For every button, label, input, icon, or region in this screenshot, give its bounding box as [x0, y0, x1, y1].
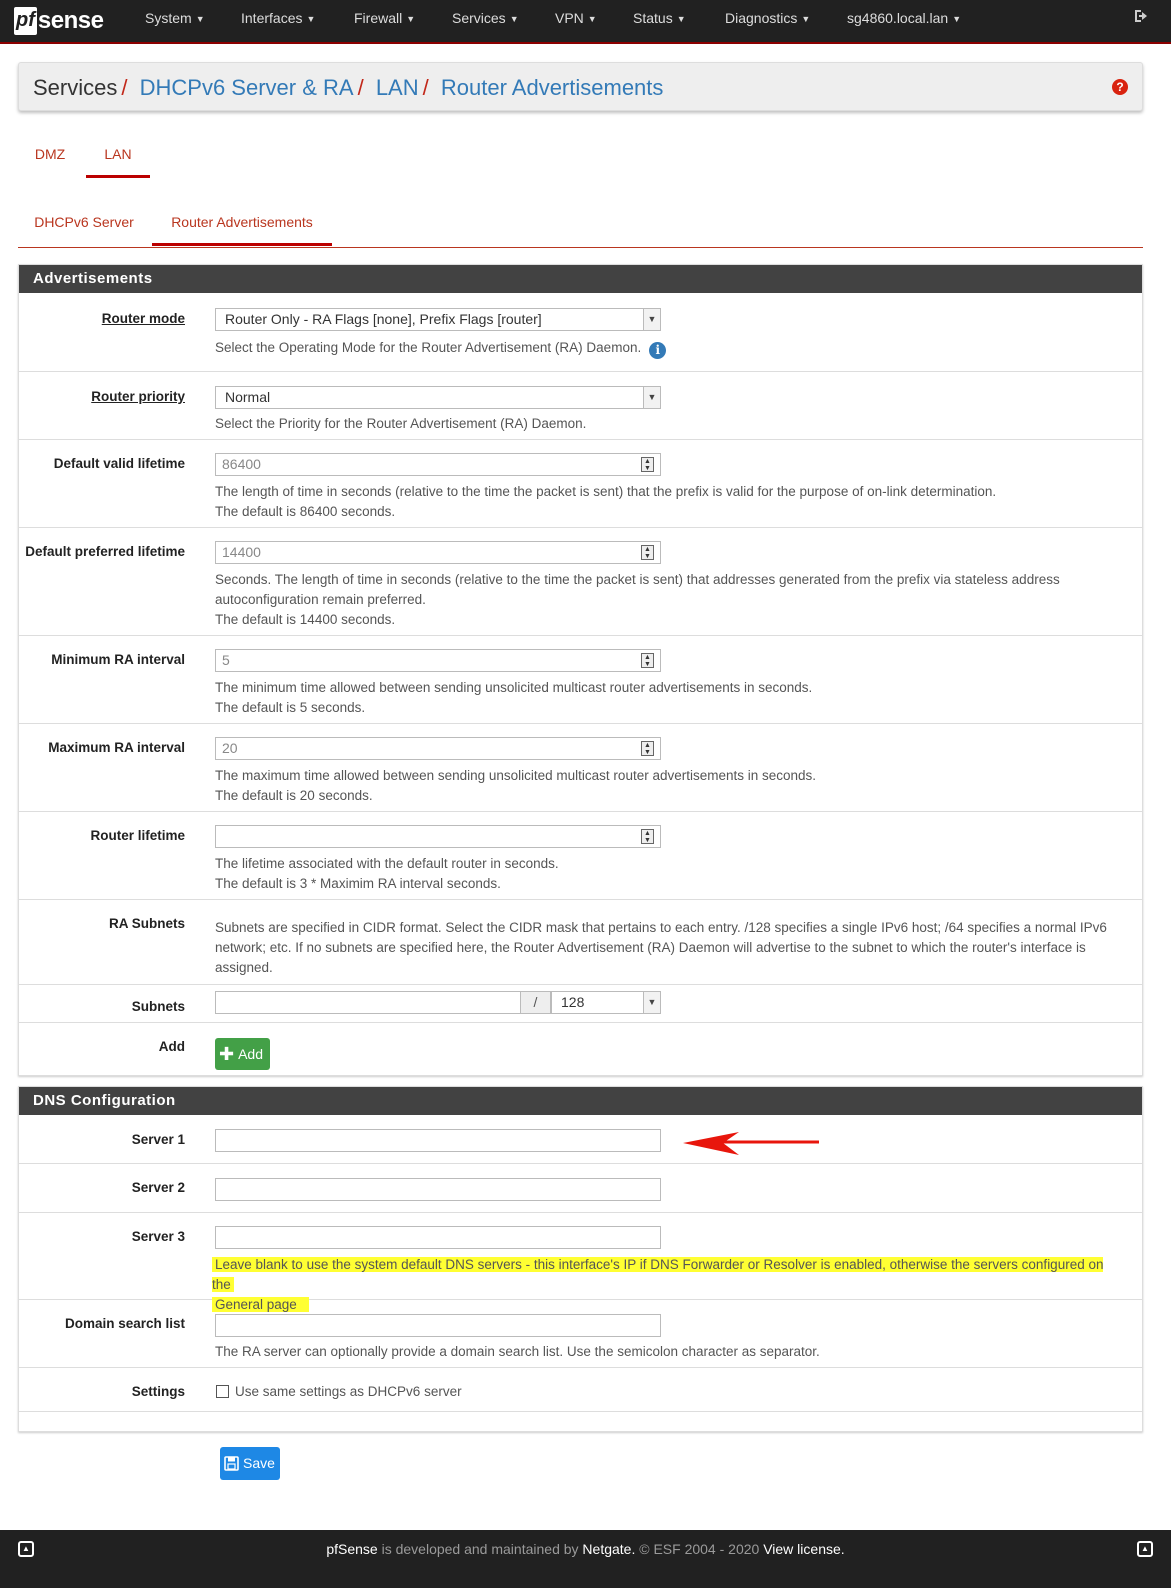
settings-label: Settings — [131, 1384, 185, 1399]
nav-label: Diagnostics — [725, 10, 798, 26]
breadcrumb-separator: / — [121, 75, 128, 100]
nav-label: VPN — [555, 10, 584, 26]
valid-lifetime-input[interactable] — [215, 453, 661, 476]
same-settings-checkbox[interactable] — [216, 1385, 229, 1398]
top-navbar — [0, 0, 1171, 44]
server1-row — [19, 1115, 1142, 1164]
help-line: The length of time in seconds (relative to the time the packet is sent) that the prefix is valid for the purpose of on-link determination. — [215, 484, 997, 499]
subnet-address-input[interactable] — [215, 991, 521, 1014]
tab-dmz[interactable]: DMZ — [34, 146, 66, 162]
add-button-label: Add — [238, 1046, 264, 1062]
server-help-line1: Leave blank to use the system default DNS servers - this interface's IP if DNS Forwarder or Resolver is enabled, otherwise the servers configured on the — [212, 1257, 1104, 1292]
server1-label: Server 1 — [131, 1132, 185, 1147]
panel-heading-advertisements: Advertisements — [19, 265, 1142, 293]
dns-configuration-panel — [18, 1086, 1143, 1432]
min-ra-help — [215, 678, 1128, 718]
advertisements-panel — [18, 264, 1143, 1076]
caret-down-icon: ▼ — [509, 14, 519, 24]
nav-label: Status — [633, 10, 673, 26]
preferred-lifetime-input[interactable] — [215, 541, 661, 564]
router-lifetime-row — [19, 812, 1142, 900]
server1-input[interactable] — [215, 1129, 661, 1152]
chevron-down-icon: ▼ — [643, 309, 660, 330]
subnet-slash: / — [520, 991, 551, 1014]
footer-text: is developed and maintained by — [377, 1541, 583, 1557]
tab-lan[interactable]: LAN — [86, 138, 150, 178]
valid-lifetime-label: Default valid lifetime — [53, 456, 185, 471]
preferred-lifetime-placeholder: 14400 — [222, 544, 261, 560]
scroll-top-icon-right[interactable]: ▲ — [1137, 1541, 1153, 1557]
max-ra-help — [215, 766, 1128, 806]
pfsense-logo[interactable] — [14, 6, 103, 36]
breadcrumb-separator: / — [357, 75, 364, 100]
nav-label: Firewall — [354, 10, 403, 26]
router-priority-help: Select the Priority for the Router Advertisement (RA) Daemon. — [215, 416, 587, 431]
add-button[interactable] — [215, 1038, 270, 1070]
max-ra-placeholder: 20 — [222, 740, 238, 756]
valid-lifetime-help — [215, 482, 1128, 522]
caret-down-icon: ▼ — [306, 14, 316, 24]
max-ra-row — [19, 724, 1142, 812]
tab-dhcpv6-server[interactable]: DHCPv6 Server — [34, 214, 134, 230]
router-mode-label[interactable]: Router mode — [101, 311, 185, 326]
interface-tabs — [18, 138, 618, 180]
spinner-icon[interactable]: ▲ ▼ — [641, 653, 654, 668]
max-ra-input[interactable] — [215, 737, 661, 760]
preferred-lifetime-label: Default preferred lifetime — [25, 544, 185, 559]
caret-down-icon: ▼ — [406, 14, 416, 24]
server2-input[interactable] — [215, 1178, 661, 1201]
footer — [0, 1530, 1171, 1588]
ra-subnets-row — [19, 900, 1142, 985]
tab-router-advertisements[interactable]: Router Advertisements — [152, 206, 332, 246]
nav-label: Services — [452, 10, 506, 26]
add-label: Add — [158, 1039, 185, 1054]
plus-icon: ✚ — [219, 1044, 235, 1064]
spinner-icon[interactable]: ▲ ▼ — [641, 457, 654, 472]
router-mode-value: Router Only - RA Flags [none], Prefix Flags [router] — [225, 311, 542, 327]
section-tabs — [18, 206, 1143, 248]
nav-vpn[interactable] — [555, 0, 597, 42]
min-ra-input[interactable] — [215, 649, 661, 672]
red-arrow-annotation — [683, 1129, 823, 1157]
ra-subnets-label: RA Subnets — [108, 916, 185, 931]
router-lifetime-help — [215, 854, 1128, 894]
logout-icon[interactable] — [1133, 8, 1149, 29]
domain-search-row — [19, 1300, 1142, 1368]
breadcrumb — [18, 62, 1143, 111]
spinner-icon[interactable]: ▲ ▼ — [641, 741, 654, 756]
router-mode-help-text: Select the Operating Mode for the Router Advertisement (RA) Daemon. — [215, 340, 642, 355]
nav-hostname[interactable] — [847, 0, 961, 42]
panel-heading-dns: DNS Configuration — [19, 1087, 1142, 1115]
help-icon[interactable]: ? — [1112, 79, 1128, 95]
help-line: The minimum time allowed between sending unsolicited multicast router advertisements in seconds. — [215, 680, 813, 695]
subnet-mask-value: 128 — [561, 994, 585, 1010]
help-line: Seconds. The length of time in seconds (relative to the time the packet is sent) that addresses generated from the prefix via stateless address autoconfiguration remain preferred. — [215, 572, 1060, 607]
router-mode-select[interactable] — [215, 308, 661, 331]
router-mode-row — [19, 293, 1142, 372]
router-priority-value: Normal — [225, 389, 271, 405]
preferred-lifetime-row — [19, 528, 1142, 636]
subnets-row — [19, 985, 1142, 1023]
min-ra-label: Minimum RA interval — [51, 652, 185, 667]
nav-services[interactable] — [452, 0, 519, 42]
server3-input[interactable] — [215, 1226, 661, 1249]
footer-company[interactable]: Netgate. — [582, 1541, 636, 1557]
info-icon[interactable]: i — [649, 342, 666, 359]
max-ra-label: Maximum RA interval — [48, 740, 185, 755]
router-priority-label[interactable]: Router priority — [91, 389, 185, 404]
help-line: The default is 86400 seconds. — [215, 504, 396, 519]
nav-label: sg4860.local.lan — [847, 10, 949, 26]
spinner-icon[interactable]: ▲ ▼ — [641, 829, 654, 844]
spinner-icon[interactable]: ▲ ▼ — [641, 545, 654, 560]
help-line: The maximum time allowed between sending unsolicited multicast router advertisements in seconds. — [215, 768, 817, 783]
settings-row — [19, 1368, 1142, 1412]
server3-row — [19, 1213, 1142, 1312]
breadcrumb-link-dhcpv6[interactable]: DHCPv6 Server & RA — [139, 75, 354, 100]
footer-license-link[interactable]: View license. — [763, 1541, 845, 1557]
scroll-top-icon[interactable]: ▲ — [18, 1541, 34, 1557]
server-help-line2: General page — [212, 1297, 309, 1312]
caret-down-icon: ▼ — [801, 14, 811, 24]
caret-down-icon: ▼ — [952, 14, 962, 24]
router-priority-select[interactable] — [215, 386, 661, 409]
chevron-down-icon: ▼ — [643, 387, 660, 408]
help-line: The default is 14400 seconds. — [215, 612, 396, 627]
nav-diagnostics[interactable] — [725, 0, 810, 42]
caret-down-icon: ▼ — [587, 14, 597, 24]
min-ra-placeholder: 5 — [222, 652, 230, 668]
footer-copyright: © ESF 2004 - 2020 — [635, 1541, 764, 1557]
nav-firewall[interactable] — [354, 0, 415, 42]
help-line: The default is 3 * Maximim RA interval seconds. — [215, 876, 501, 891]
router-lifetime-label: Router lifetime — [90, 828, 185, 843]
logo-sense: sense — [37, 7, 104, 34]
breadcrumb-root: Services — [33, 75, 118, 100]
save-button-label: Save — [243, 1455, 275, 1471]
help-line: The default is 20 seconds. — [215, 788, 373, 803]
ra-subnets-help: Subnets are specified in CIDR format. Select the CIDR mask that pertains to each entry. /128 specifies a single IPv6 host; /64 specifies a normal IPv6 network; etc. If no subnets are specified here, the Router Advertisement (RA) Daemon will advertise to the subnet to which the router's interface is assigned. — [215, 920, 1107, 975]
valid-lifetime-row — [19, 440, 1142, 528]
save-button[interactable] — [220, 1447, 280, 1480]
breadcrumb-separator: / — [422, 75, 429, 100]
nav-status[interactable] — [633, 0, 686, 42]
valid-lifetime-placeholder: 86400 — [222, 456, 261, 472]
help-line: The lifetime associated with the default router in seconds. — [215, 856, 559, 871]
router-priority-row — [19, 372, 1142, 440]
server2-label: Server 2 — [131, 1180, 185, 1195]
panel-footer-spacer — [19, 1412, 1142, 1431]
nav-system[interactable] — [145, 0, 205, 42]
add-row — [19, 1023, 1142, 1075]
subnets-label: Subnets — [131, 999, 185, 1014]
breadcrumb-link-router-advertisements[interactable]: Router Advertisements — [440, 75, 664, 100]
chevron-down-icon: ▼ — [643, 992, 660, 1013]
breadcrumb-link-lan[interactable]: LAN — [375, 75, 419, 100]
caret-down-icon: ▼ — [195, 14, 205, 24]
domain-search-label: Domain search list — [64, 1316, 185, 1331]
caret-down-icon: ▼ — [676, 14, 686, 24]
same-settings-checkbox-label[interactable]: Use same settings as DHCPv6 server — [235, 1384, 462, 1399]
footer-brand[interactable]: pfSense — [326, 1541, 378, 1557]
nav-interfaces[interactable] — [241, 0, 315, 42]
server2-row — [19, 1164, 1142, 1213]
server3-label: Server 3 — [131, 1229, 185, 1244]
save-icon — [224, 1456, 239, 1471]
router-mode-help — [215, 338, 1128, 359]
preferred-lifetime-help — [215, 570, 1128, 630]
logo-pf: pf — [14, 7, 37, 35]
nav-label: System — [145, 10, 192, 26]
domain-search-input[interactable] — [215, 1314, 661, 1337]
nav-label: Interfaces — [241, 10, 303, 26]
router-lifetime-input[interactable] — [215, 825, 661, 848]
domain-search-help: The RA server can optionally provide a domain search list. Use the semicolon character as separator. — [215, 1344, 820, 1359]
help-line: The default is 5 seconds. — [215, 700, 366, 715]
min-ra-row — [19, 636, 1142, 724]
subnet-mask-select[interactable] — [551, 991, 661, 1014]
